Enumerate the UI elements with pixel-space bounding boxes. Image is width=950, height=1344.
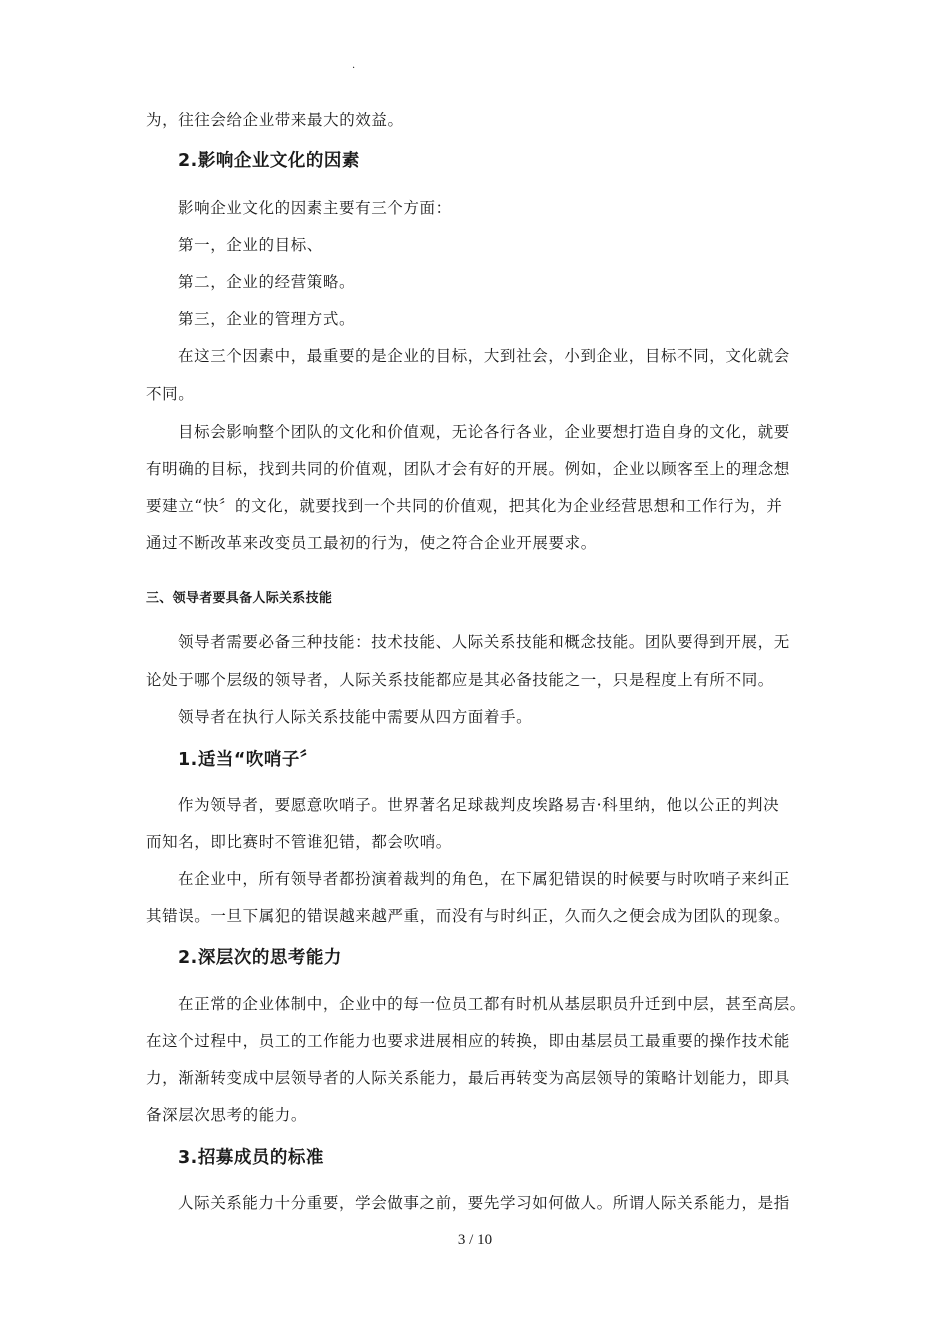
paragraph-line: 论处于哪个层级的领导者，人际关系技能都应是其必备技能之一，只是程度上有所不同。: [146, 671, 774, 689]
paragraph-line: 力，渐渐转变成中层领导者的人际关系能力，最后再转变为高层领导的策略计划能力，即具: [146, 1069, 791, 1087]
paragraph-line: 领导者在执行人际关系技能中需要从四方面着手。: [178, 708, 533, 726]
list-item: 第二，企业的经营策略。: [178, 273, 356, 291]
paragraph-line: 有明确的目标，找到共同的价值观，团队才会有好的开展。例如，企业以顾客至上的理念想: [146, 460, 791, 478]
paragraph-line: 目标会影响整个团队的文化和价值观，无论各行各业，企业要想打造自身的文化，就要: [178, 423, 790, 441]
paragraph-line: 在企业中，所有领导者都扮演着裁判的角色，在下属犯错误的时候要与时吹哨子来纠正: [178, 870, 790, 888]
paragraph-line: 其错误。一旦下属犯的错误越来越严重，而没有与时纠正，久而久之便会成为团队的现象。: [146, 907, 791, 925]
paragraph-line: 在这个过程中，员工的工作能力也要求进展相应的转换，即由基层员工最重要的操作技术能: [146, 1032, 791, 1050]
chapter-heading: 三、领导者要具备人际关系技能: [146, 591, 333, 606]
paragraph-line: 要建立“快〞的文化，就要找到一个共同的价值观，把其化为企业经营思想和工作行为，并: [146, 497, 783, 515]
page-number: 3 / 10: [457, 1232, 493, 1248]
section-heading: 1.适当“吹哨子〞: [178, 750, 318, 770]
paragraph-line: 影响企业文化的因素主要有三个方面：: [178, 199, 452, 217]
paragraph-line: 备深层次思考的能力。: [146, 1106, 308, 1124]
paragraph-line: 通过不断改革来改变员工最初的行为，使之符合企业开展要求。: [146, 534, 597, 552]
paragraph-line: 在正常的企业体制中，企业中的每一位员工都有时机从基层职员升迁到中层，甚至高层。: [178, 995, 806, 1013]
list-item: 第一，企业的目标、: [178, 236, 323, 254]
paragraph-line: 领导者需要必备三种技能：技术技能、人际关系技能和概念技能。团队要得到开展，无: [178, 633, 790, 651]
paragraph-line: 在这三个因素中，最重要的是企业的目标，大到社会，小到企业，目标不同，文化就会: [178, 347, 790, 365]
section-heading: 2.影响企业文化的因素: [178, 151, 360, 171]
paragraph-line: 而知名，即比赛时不管谁犯错，都会吹哨。: [146, 833, 452, 851]
list-item: 第三，企业的管理方式。: [178, 310, 356, 328]
paragraph-line: 为，往往会给企业带来最大的效益。: [146, 111, 404, 129]
header-mark: .: [352, 60, 356, 71]
paragraph-line: 作为领导者，要愿意吹哨子。世界著名足球裁判皮埃路易吉·科里纳，他以公正的判决: [178, 796, 780, 814]
paragraph-line: 人际关系能力十分重要，学会做事之前，要先学习如何做人。所谓人际关系能力，是指: [178, 1194, 790, 1212]
section-heading: 2.深层次的思考能力: [178, 948, 342, 968]
paragraph-line: 不同。: [146, 385, 195, 403]
section-heading: 3.招募成员的标准: [178, 1148, 324, 1168]
